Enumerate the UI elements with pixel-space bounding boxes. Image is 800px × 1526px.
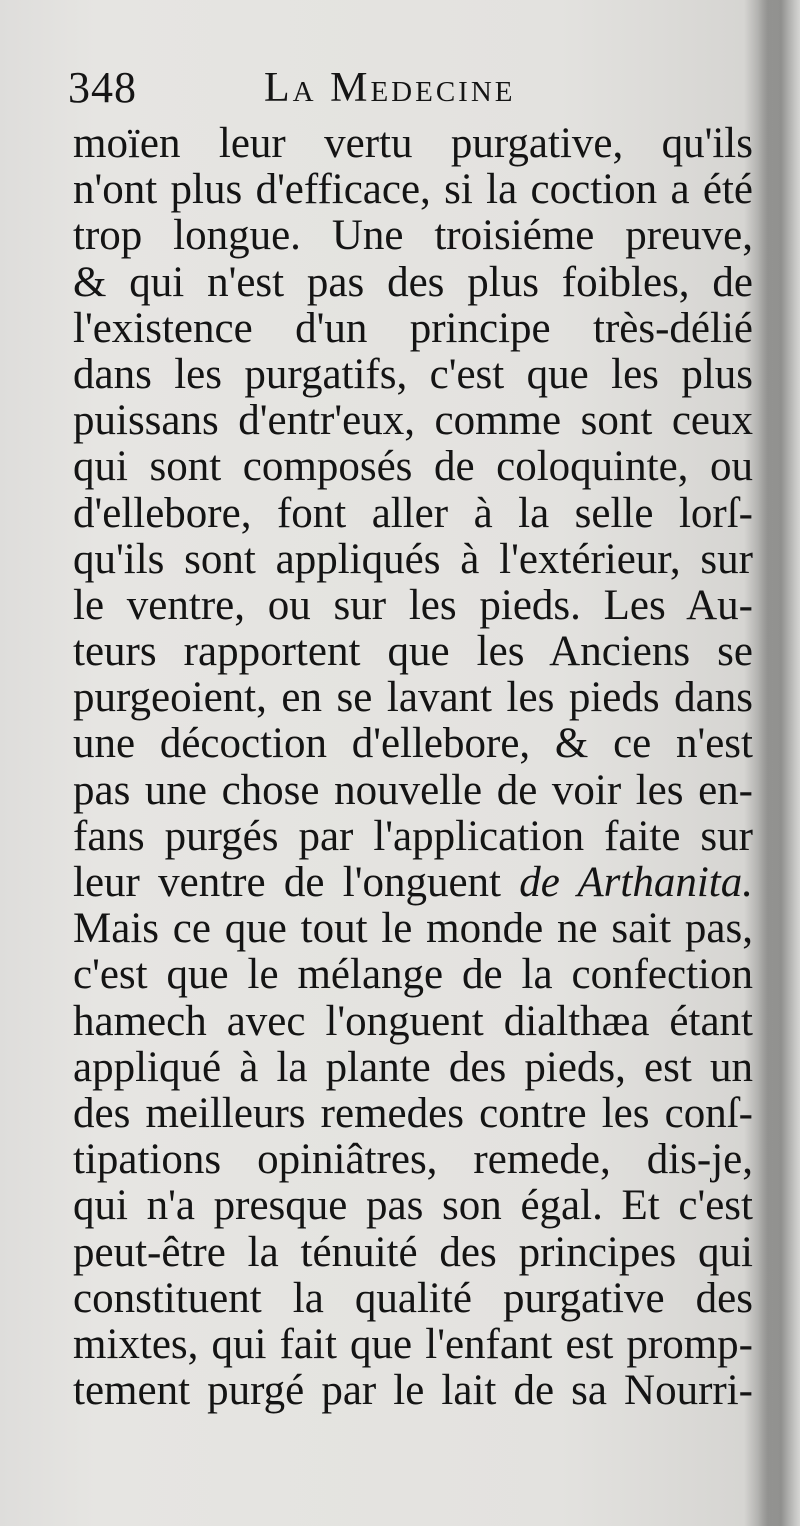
page-number: 348: [68, 63, 137, 112]
text-line: pas une chose nouvelle de voir les en-: [73, 766, 753, 814]
running-title: La Medecine: [264, 65, 516, 111]
text-line: le ventre, ou sur les pieds. Les Au-: [73, 581, 753, 629]
text-line: appliqué à la plante des pieds, est un: [73, 1043, 753, 1091]
text-line: hamech avec l'onguent dialthæa étant: [73, 997, 753, 1045]
text-line: c'est que le mélange de la confection: [73, 951, 753, 999]
text-line-with-italic: [73, 860, 753, 906]
text-line: Mais ce que tout le monde ne sait pas,: [73, 905, 753, 953]
text-line: une décoction d'ellebore, & ce n'est: [73, 720, 753, 768]
text-line-start: leur ventre de l'onguent: [73, 859, 501, 906]
text-line: peut-être la ténuité des principes qui: [73, 1228, 753, 1276]
text-line: tipations opiniâtres, remede, dis-je,: [73, 1136, 753, 1184]
text-line: moïen leur vertu purgative, qu'ils: [73, 120, 753, 167]
text-line: trop longue. Une troisiéme preuve,: [73, 212, 753, 260]
text-line: qui sont composés de coloquinte, ou: [73, 443, 753, 491]
text-line: constituent la qualité purgative des: [73, 1274, 753, 1322]
text-line: fans purgés par l'application faite sur: [73, 812, 753, 860]
italic-title: de Arthanita.: [519, 859, 753, 906]
text-line: & qui n'est pas des plus foibles, de: [73, 258, 753, 306]
text-line: n'ont plus d'efficace, si la coction a été: [73, 166, 753, 214]
text-line: teurs rapportent que les Anciens se: [73, 628, 753, 676]
text-line: purgeoient, en se lavant les pieds dans: [73, 674, 753, 722]
text-line: mixtes, qui fait que l'enfant est promp-: [73, 1320, 753, 1368]
text-line: tement purgé par le lait de sa Nourri-: [73, 1367, 753, 1415]
text-line: l'existence d'un principe très-délié: [73, 304, 753, 352]
text-line: d'ellebore, font aller à la selle lorſ-: [73, 489, 753, 537]
text-line: qu'ils sont appliqués à l'extérieur, sur: [73, 535, 753, 583]
text-line: puissans d'entr'eux, comme sont ceux: [73, 397, 753, 445]
page-gutter-shadow: [758, 0, 800, 1526]
body-text: [73, 121, 753, 1414]
page-header: [68, 62, 768, 122]
text-line: des meilleurs remedes contre les conſ-: [73, 1089, 753, 1137]
text-line: dans les purgatifs, c'est que les plus: [73, 350, 753, 398]
text-line: qui n'a presque pas son égal. Et c'est: [73, 1182, 753, 1230]
